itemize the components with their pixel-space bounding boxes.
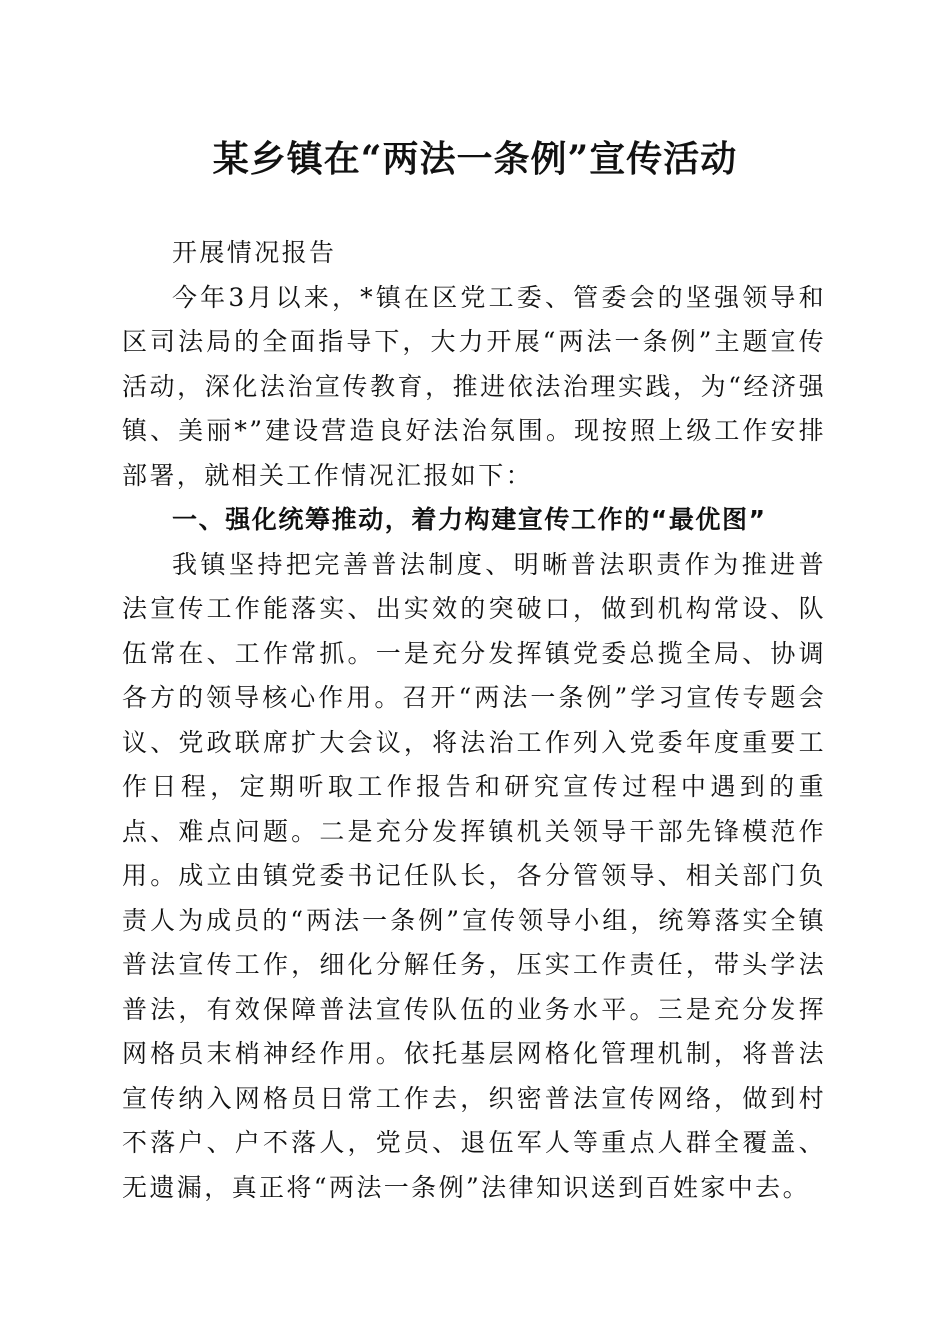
section-1-heading: 一、强化统筹推动，着力构建宣传工作的“最优图” bbox=[172, 505, 767, 534]
document-title: 某乡镇在“两法一条例”宣传活动 bbox=[212, 138, 738, 180]
section-1-paragraph: 我镇坚持把完善普法制度、明晰普法职责作为推进普法宣传工作能落实、出实效的突破口，做到机构常设、队伍常在、工作常抓。一是充分发挥镇党委总揽全局、协调各方的领导核心作用。召开“两法一条例”学习宣传专题会议、党政联席扩大会议，将法治工作列入党委年度重要工作日程，定期听取工作报告和研究宣传过程中遇到的重点、难点问题。二是充分发挥镇机关领导干部先锋模范作用。成立由镇党委书记任队长，各分管领导、相关部门负责人为成员的“两法一条例”宣传领导小组，统筹落实全镇普法宣传工作，细化分解任务，压实工作责任，带头学法普法，有效保障普法宣传队伍的业务水平。三是充分发挥网格员末梢神经作用。依托基层网格化管理机制，将普法宣传纳入网格员日常工作去，织密普法宣传网络，做到村不落户、户不落人，党员、退伍军人等重点人群全覆盖、无遗漏，真正将“两法一条例”法律知识送到百姓家中去。 bbox=[122, 549, 826, 1202]
document-body bbox=[122, 231, 826, 1210]
document-subtitle: 开展情况报告 bbox=[172, 238, 337, 267]
intro-paragraph: 今年3月以来，*镇在区党工委、管委会的坚强领导和区司法局的全面指导下，大力开展“两法一条例”主题宣传活动，深化法治宣传教育，推进依法治理实践，为“经济强镇、美丽*”建设营造良好法治氛围。现按照上级工作安排部署，就相关工作情况汇报如下： bbox=[122, 282, 826, 490]
